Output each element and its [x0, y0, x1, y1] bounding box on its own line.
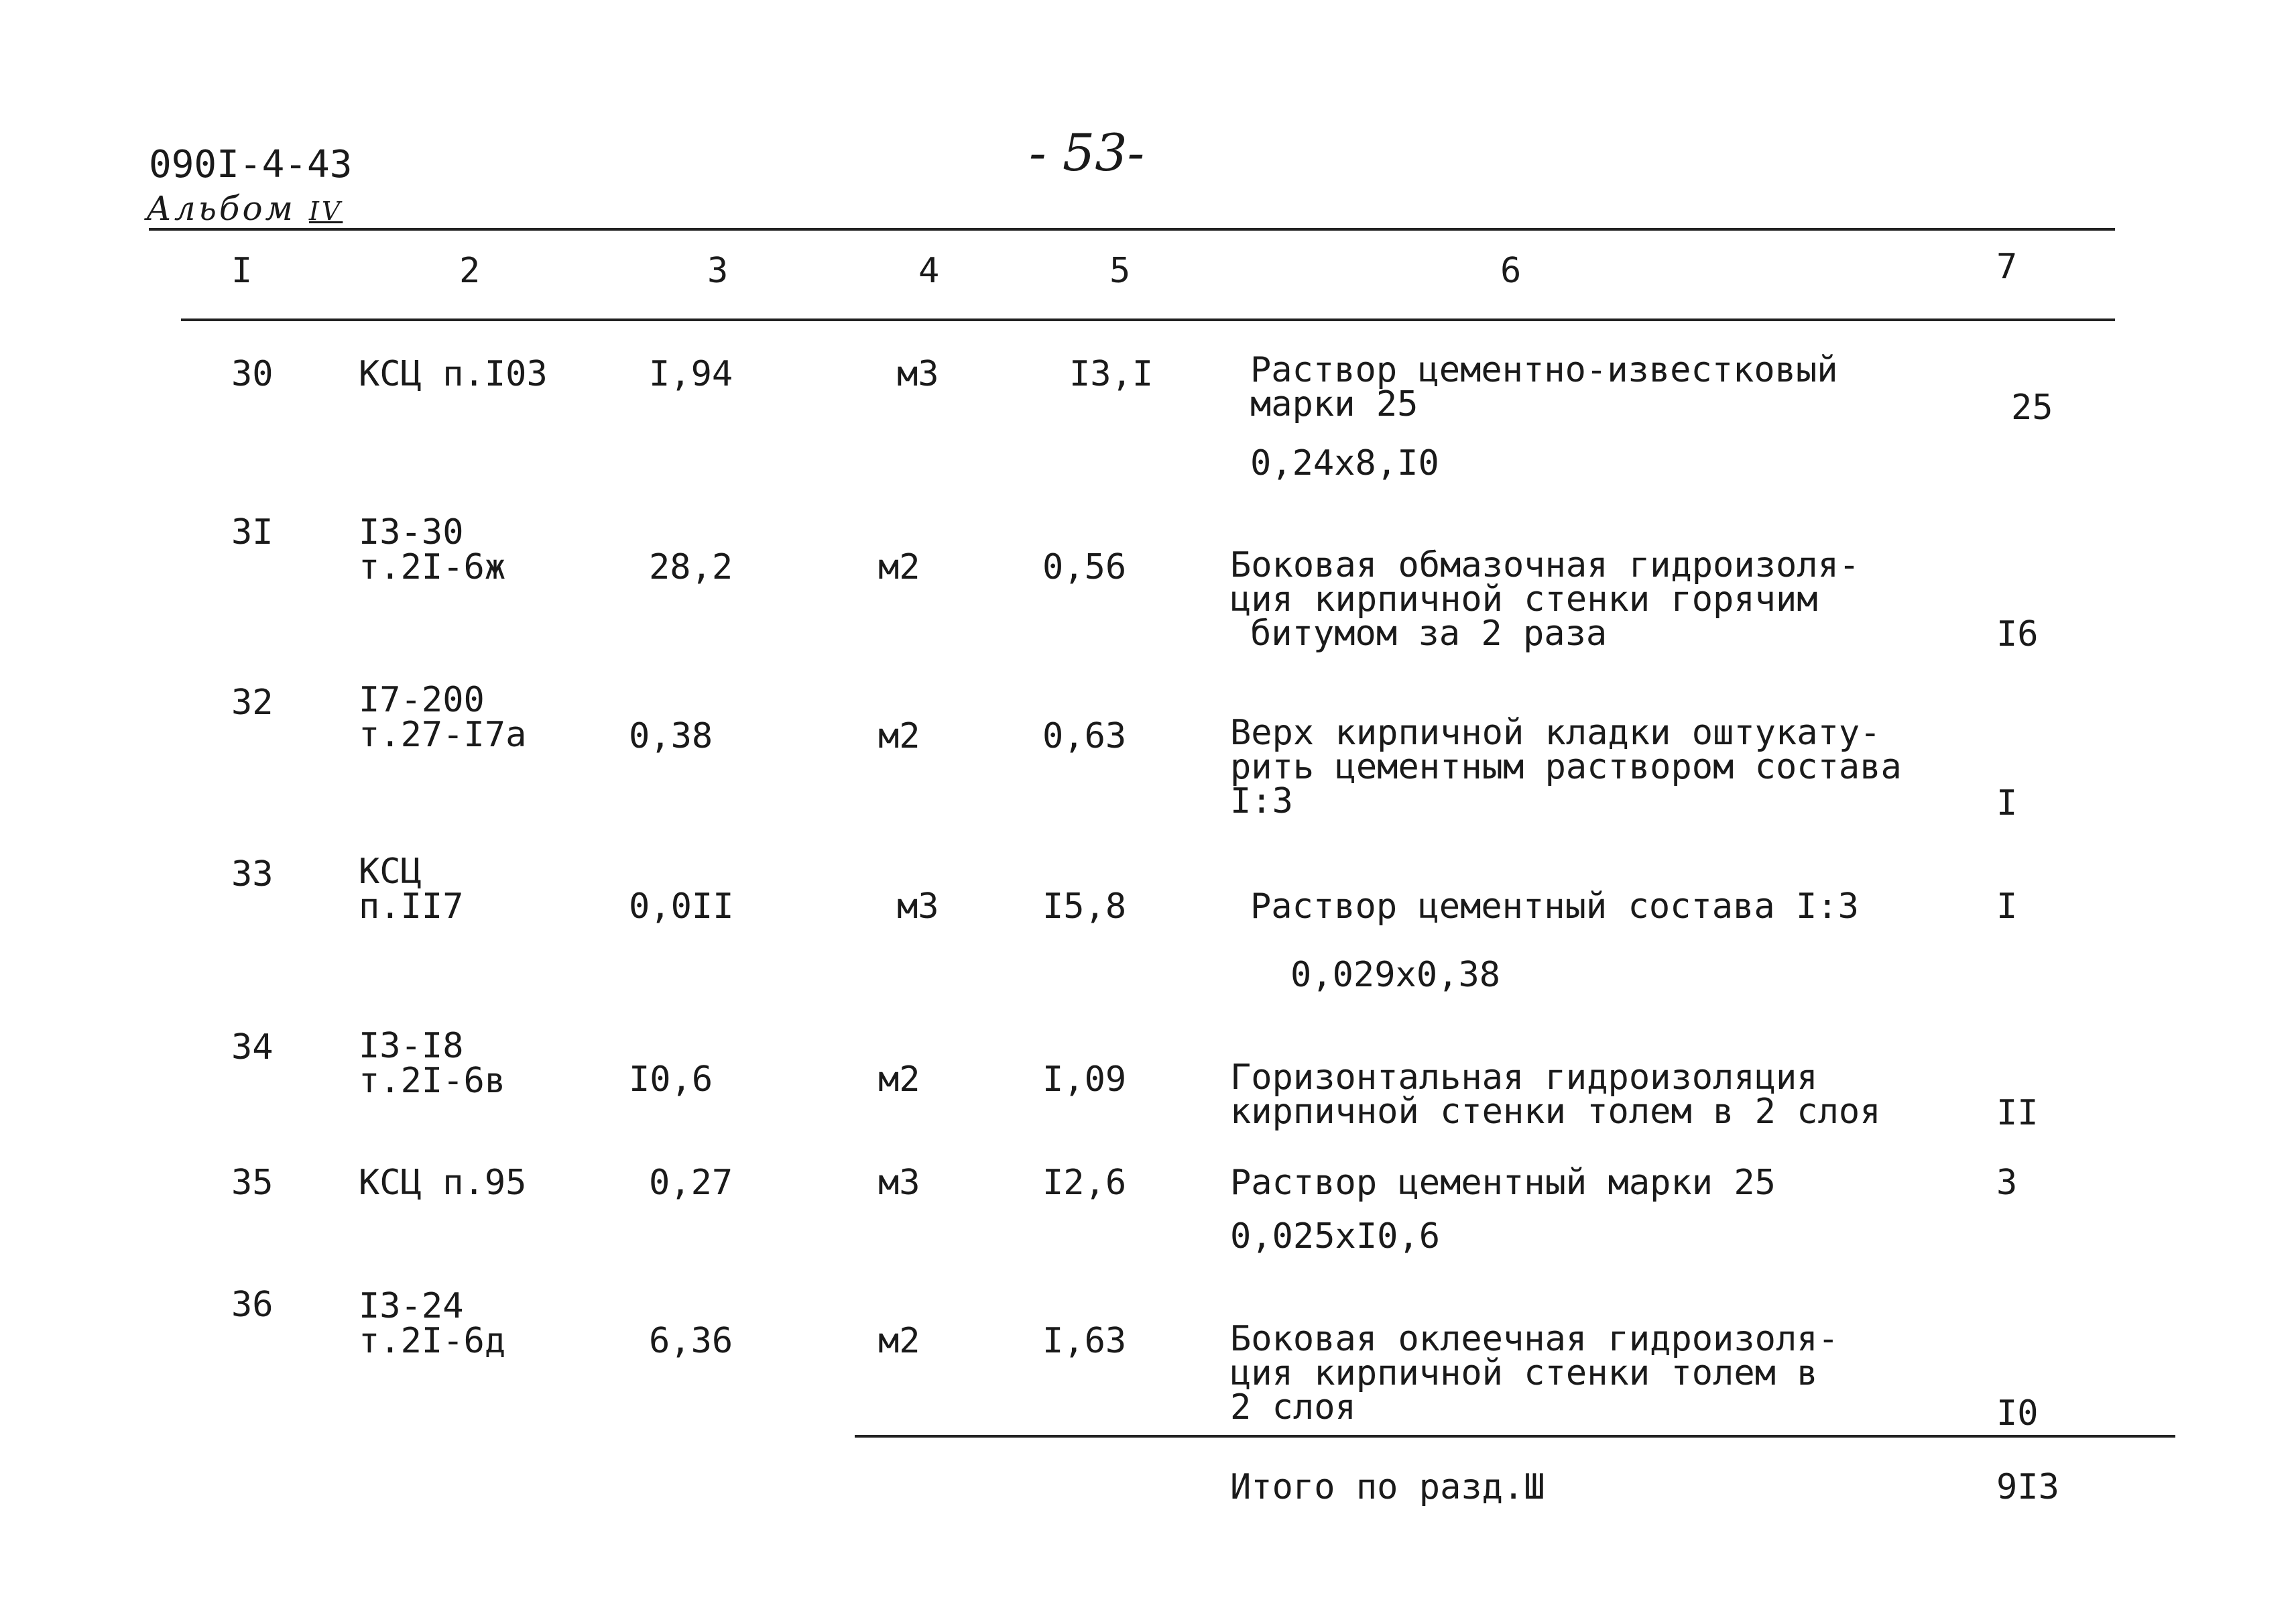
code-line: т.2I-6ж — [359, 547, 506, 587]
row-total: 3 — [1996, 1163, 2018, 1203]
work-description — [1230, 545, 1860, 654]
work-description: Раствор цементный состава I:3 — [1250, 886, 1859, 927]
code-line: I7-200 — [359, 680, 485, 720]
description-line: марки 25 — [1250, 384, 1418, 424]
section-total-label: Итого по разд.Ш — [1230, 1467, 1545, 1507]
table-header-rule — [181, 318, 2115, 321]
unit: м3 — [897, 354, 939, 394]
quantity: 0,27 — [649, 1163, 733, 1203]
norm-code: КСЦ п.95 — [359, 1163, 527, 1203]
row-total: I0 — [1996, 1393, 2039, 1434]
column-header-3: 3 — [707, 251, 729, 291]
description-line: кирпичной стенки толем в 2 слоя — [1230, 1092, 1881, 1132]
code-line: т.2I-6д — [359, 1321, 506, 1361]
work-description — [1230, 1057, 1881, 1132]
document-code: 090I-4-43 — [149, 143, 353, 186]
description-line: ция кирпичной стенки горячим — [1230, 579, 1818, 620]
row-number: 32 — [231, 683, 274, 723]
column-header-4: 4 — [918, 251, 940, 291]
code-line: п.II7 — [359, 886, 464, 927]
row-total: I — [1996, 783, 2018, 823]
unit-price: I,63 — [1042, 1321, 1127, 1361]
column-header-7: 7 — [1996, 247, 2018, 287]
row-total: I6 — [1996, 614, 2039, 654]
norm-code: КСЦ п.I03 — [359, 354, 548, 394]
unit: м2 — [878, 716, 920, 756]
code-line: I3-24 — [359, 1286, 464, 1326]
quantity: 6,36 — [649, 1321, 733, 1361]
work-description — [1230, 1319, 1839, 1428]
album-volume: IV — [308, 196, 343, 226]
unit-price: I3,I — [1069, 354, 1154, 394]
row-number: 30 — [231, 354, 274, 394]
norm-code — [359, 852, 464, 927]
unit-price: I,09 — [1042, 1059, 1127, 1100]
row-number: 3I — [231, 512, 274, 553]
code-line: I3-30 — [359, 512, 464, 553]
work-description — [1250, 350, 1838, 424]
quantity: I0,6 — [629, 1059, 713, 1100]
album-word: Альбом — [146, 189, 296, 228]
description-line: I:3 — [1230, 781, 1293, 821]
description-line: ция кирпичной стенки толем в — [1230, 1353, 1818, 1393]
description-line: Боковая обмазочная гидроизоля- — [1230, 545, 1860, 585]
description-line: 2 слоя — [1230, 1387, 1356, 1428]
album-label — [146, 189, 343, 228]
column-header-6: 6 — [1500, 251, 1522, 291]
unit-price: 0,63 — [1042, 716, 1127, 756]
description-line: Боковая оклеечная гидроизоля- — [1230, 1319, 1839, 1359]
calculation-formula: 0,025xI0,6 — [1230, 1216, 1441, 1257]
row-number: 35 — [231, 1163, 274, 1203]
row-number: 36 — [231, 1285, 274, 1325]
quantity: I,94 — [649, 354, 733, 394]
description-line: битумом за 2 раза — [1250, 614, 1608, 654]
column-header-2: 2 — [459, 251, 481, 291]
calculation-formula: 0,24x8,I0 — [1250, 443, 1439, 483]
total-rule — [855, 1435, 2175, 1438]
work-description: Раствор цементный марки 25 — [1230, 1163, 1776, 1203]
unit: м2 — [878, 1321, 920, 1361]
description-line: Верх кирпичной кладки оштукату- — [1230, 713, 1881, 753]
row-total: 25 — [2011, 388, 2053, 428]
work-description — [1230, 713, 1902, 821]
norm-code — [359, 1026, 506, 1101]
description-line: Раствор цементно-известковый — [1250, 350, 1838, 390]
calculation-formula: 0,029x0,38 — [1290, 955, 1501, 995]
row-number: 33 — [231, 854, 274, 894]
column-header-5: 5 — [1109, 251, 1131, 291]
unit: м2 — [878, 547, 920, 587]
description-line: рить цементным раствором состава — [1230, 747, 1902, 787]
code-line: т.2I-6в — [359, 1061, 506, 1101]
norm-code — [359, 512, 506, 587]
norm-code — [359, 680, 527, 755]
description-line: Горизонтальная гидроизоляция — [1230, 1057, 1818, 1098]
table-top-rule — [149, 228, 2115, 231]
quantity: 0,38 — [629, 716, 713, 756]
unit-price: I2,6 — [1042, 1163, 1127, 1203]
unit-price: 0,56 — [1042, 547, 1127, 587]
unit-price: I5,8 — [1042, 886, 1127, 927]
row-number: 34 — [231, 1027, 274, 1067]
page-number: - 53- — [1029, 123, 1145, 182]
norm-code — [359, 1286, 506, 1361]
unit: м3 — [878, 1163, 920, 1203]
row-total: II — [1996, 1093, 2039, 1133]
quantity: 28,2 — [649, 547, 733, 587]
code-line: КСЦ — [359, 852, 422, 892]
quantity: 0,0II — [629, 886, 734, 927]
unit: м2 — [878, 1059, 920, 1100]
section-total-value: 9I3 — [1996, 1467, 2059, 1507]
column-header-1: I — [231, 251, 253, 291]
code-line: I3-I8 — [359, 1026, 464, 1066]
code-line: т.27-I7а — [359, 715, 527, 755]
unit: м3 — [897, 886, 939, 927]
row-total: I — [1996, 886, 2018, 927]
